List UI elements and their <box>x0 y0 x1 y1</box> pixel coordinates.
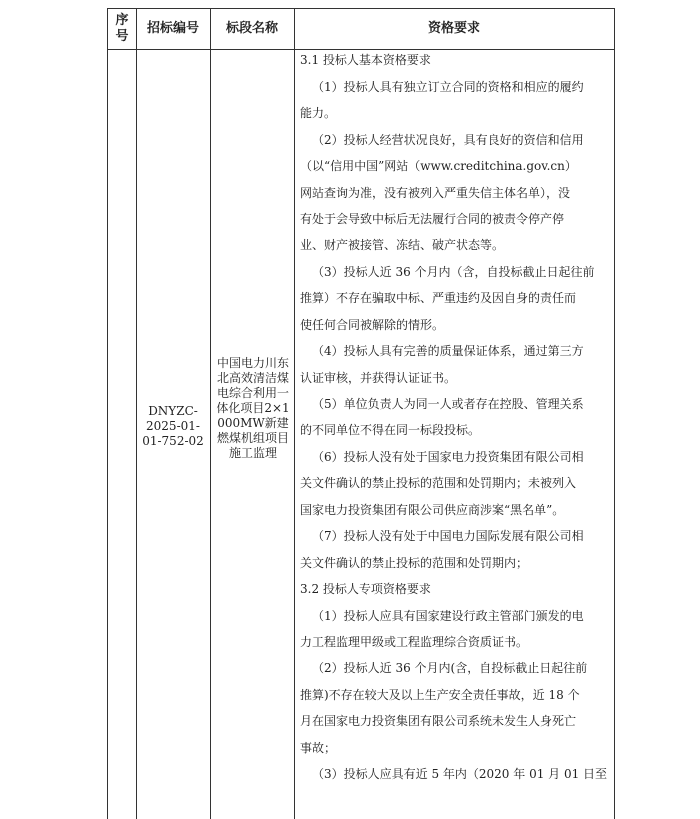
req-section-heading: 3.2 投标人专项资格要求 <box>300 582 431 596</box>
req-section-heading: 3.1 投标人基本资格要求 <box>300 53 431 67</box>
req-line: （4）投标人具有完善的质量保证体系，通过第三方 <box>312 344 584 358</box>
req-line: 使任何合同被解除的情形。 <box>300 318 445 332</box>
header-lot-name: 标段名称 <box>225 21 278 36</box>
lot-name-cell: 中国电力川东北高效清洁煤电综合利用一体化项目2×1000MW新建燃煤机组项目施工监理 <box>216 356 290 460</box>
req-line: （2）投标人经营状况良好，具有良好的资信和信用 <box>312 133 584 147</box>
header-bottom-border <box>107 49 615 50</box>
req-line: 国家电力投资集团有限公司供应商涉案“黑名单”。 <box>300 503 565 517</box>
req-line: 力工程监理甲级或工程监理综合资质证书。 <box>300 635 529 649</box>
bid-number-line: 01-752-02 <box>142 434 204 448</box>
req-line: （3）投标人应具有近 5 年内（2020 年 01 月 01 日至 <box>312 767 608 781</box>
req-line: 网站查询为准，没有被列入严重失信主体名单），没 <box>300 186 571 200</box>
header-seq <box>108 9 136 49</box>
bid-number-line: DNYZC- <box>148 404 198 418</box>
req-line: （1）投标人应具有国家建设行政主管部门颁发的电 <box>312 609 584 623</box>
header-seq-char-2: 号 <box>115 29 129 44</box>
req-line: （6）投标人没有处于国家电力投资集团有限公司相 <box>312 450 584 464</box>
table-right-border <box>614 8 615 819</box>
req-line: （1）投标人具有独立订立合同的资格和相应的履约 <box>312 80 584 94</box>
req-line: 业、财产被接管、冻结、破产状态等。 <box>300 238 505 252</box>
req-line: （2）投标人近 36 个月内(含，自投标截止日起往前 <box>312 661 588 675</box>
table-left-border <box>107 8 108 819</box>
req-line: 有处于会导致中标后无法履行合同的被责令停产停 <box>300 212 565 226</box>
req-line: （3）投标人近 36 个月内（含，自投标截止日起往前 <box>312 265 595 279</box>
req-line: 推算）不存在骗取中标、严重违约及因自身的责任而 <box>300 291 577 305</box>
req-line: 的不同单位不得在同一标段投标。 <box>300 423 481 437</box>
req-line: 认证审核，并获得认证证书。 <box>300 371 457 385</box>
req-line: 推算)不存在较大及以上生产安全责任事故，近 18 个 <box>300 688 580 702</box>
req-line: 关文件确认的禁止投标的范围和处罚期内； <box>300 556 529 570</box>
req-line: （7）投标人没有处于中国电力国际发展有限公司相 <box>312 529 584 543</box>
req-line: （5）单位负责人为同一人或者存在控股、管理关系 <box>312 397 584 411</box>
bid-number-cell <box>137 404 209 449</box>
req-line: 事故； <box>300 741 337 755</box>
req-line: 月在国家电力投资集团有限公司系统未发生人身死亡 <box>300 714 577 728</box>
header-requirements: 资格要求 <box>427 21 480 36</box>
header-bid-number: 招标编号 <box>146 21 199 36</box>
column-divider-2 <box>210 8 211 819</box>
req-line: 关文件确认的禁止投标的范围和处罚期内；未被列入 <box>300 476 577 490</box>
bid-number-line: 2025-01- <box>146 419 200 433</box>
req-line: （以“信用中国”网站（www.creditchina.gov.cn） <box>300 159 577 173</box>
column-divider-3 <box>294 8 295 819</box>
header-seq-char-1: 序 <box>115 13 129 28</box>
req-line: 能力。 <box>300 106 337 120</box>
